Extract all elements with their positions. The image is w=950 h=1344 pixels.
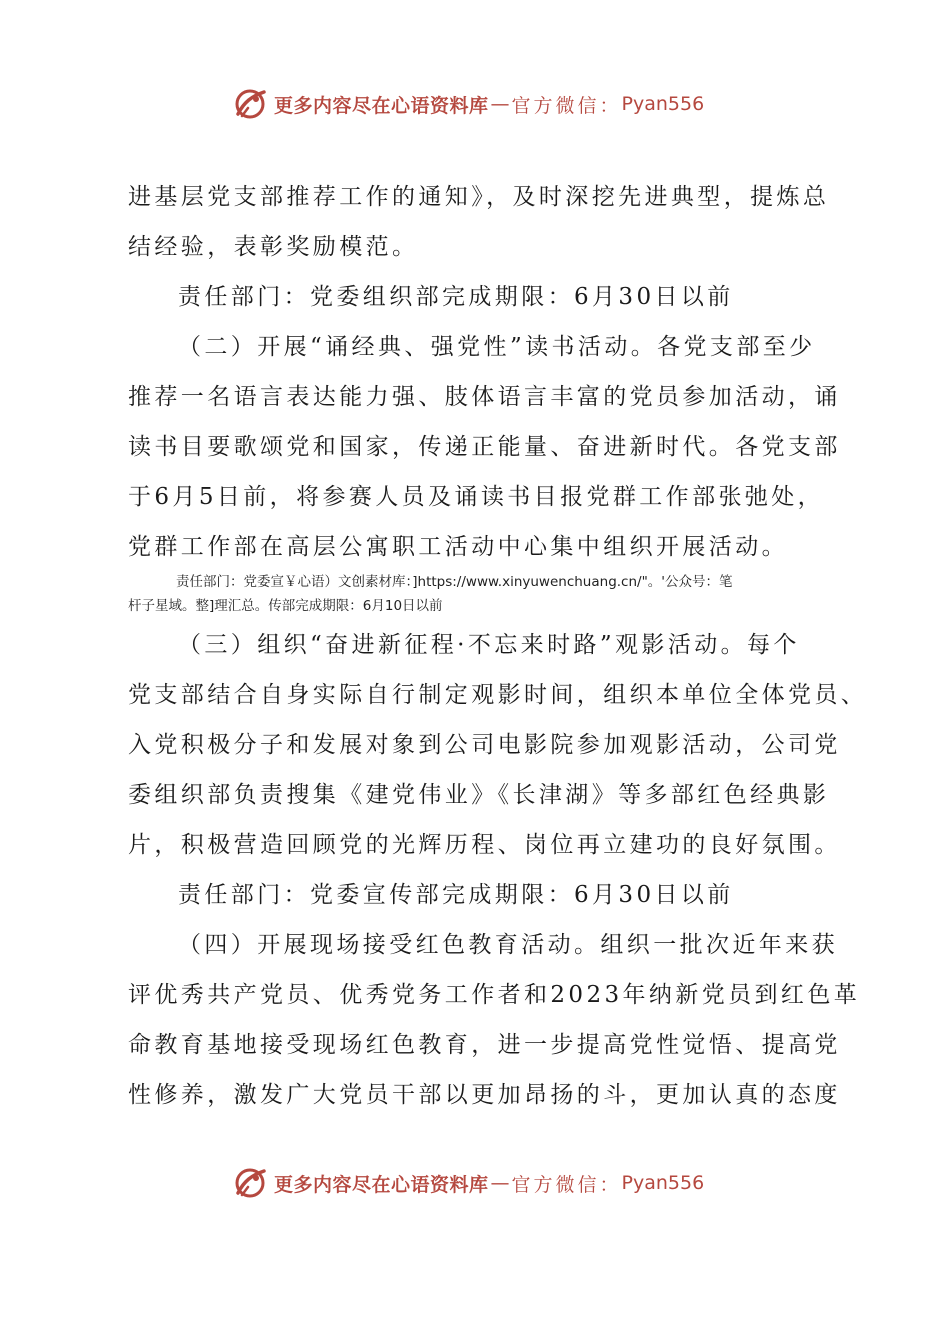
document-body <box>128 172 868 1120</box>
paragraph-line: 命教育基地接受现场红色教育，进一步提高党性觉悟、提高党 <box>128 1032 841 1058</box>
section-heading-line: （三）组织“奋进新征程·不忘来时路”观影活动。每个 <box>178 632 800 658</box>
paragraph-line: 进基层党支部推荐工作的通知》，及时深挖先进典型，提炼总 <box>128 184 830 210</box>
banner-separator: — <box>490 1172 510 1194</box>
section-heading-line: （二）开展“诵经典、强党性”读书活动。各党支部至少 <box>178 334 816 360</box>
banner-wechat-id: Pyan556 <box>621 1172 705 1194</box>
paragraph-line: 党支部结合自身实际自行制定观影时间，组织本单位全体党员、 <box>128 682 868 708</box>
paragraph-line: 推荐一名语言表达能力强、肢体语言丰富的党员参加活动，诵 <box>128 384 841 410</box>
paragraph-line: 片，积极营造回顾党的光辉历程、岗位再立建功的良好氛围。 <box>128 832 841 858</box>
banner-separator: — <box>490 93 510 115</box>
header-watermark-banner <box>232 84 732 124</box>
banner-title: 更多内容尽在心语资料库 <box>274 94 489 117</box>
responsibility-line: 责任部门：党委宣传部完成期限：6月30日以前 <box>178 882 734 908</box>
section-heading-line: （四）开展现场接受红色教育活动。组织一批次近年来获 <box>178 932 838 958</box>
paragraph-line: 读书目要歌颂党和国家，传递正能量、奋进新时代。各党支部 <box>128 434 841 460</box>
paragraph-line: 入党积极分子和发展对象到公司电影院参加观影活动，公司党 <box>128 732 841 758</box>
banner-wechat-label: 官方微信： <box>511 1173 622 1196</box>
watermark-note-line: 杆子星域。整]理汇总。传部完成期限：6月10日以前 <box>128 598 443 614</box>
paragraph-line: 评优秀共产党员、优秀党务工作者和2023年纳新党员到红色革 <box>128 982 861 1008</box>
footer-watermark-banner <box>232 1163 732 1203</box>
banner-wechat-label: 官方微信： <box>511 94 622 117</box>
banner-wechat-id: Pyan556 <box>621 93 705 115</box>
watermark-note-line: 责任部门：党委宣￥心语）文创素材库：]https://www.xinyuwenchuang.cn/"。'公众号：笔 <box>176 574 733 590</box>
calligraphy-seal-logo-icon <box>232 86 268 122</box>
paragraph-line: 委组织部负责搜集《建党伟业》《长津湖》等多部红色经典影 <box>128 782 830 808</box>
paragraph-line: 于6月5日前，将参赛人员及诵读书目报党群工作部张弛处， <box>128 484 825 510</box>
responsibility-line: 责任部门：党委组织部完成期限：6月30日以前 <box>178 284 734 310</box>
paragraph-line: 性修养，激发广大党员干部以更加昂扬的斗，更加认真的态度 <box>128 1082 841 1108</box>
paragraph-line: 党群工作部在高层公寓职工活动中心集中组织开展活动。 <box>128 534 788 560</box>
banner-title: 更多内容尽在心语资料库 <box>274 1173 489 1196</box>
paragraph-line: 结经验，表彰奖励模范。 <box>128 234 419 260</box>
calligraphy-seal-logo-icon <box>232 1165 268 1201</box>
